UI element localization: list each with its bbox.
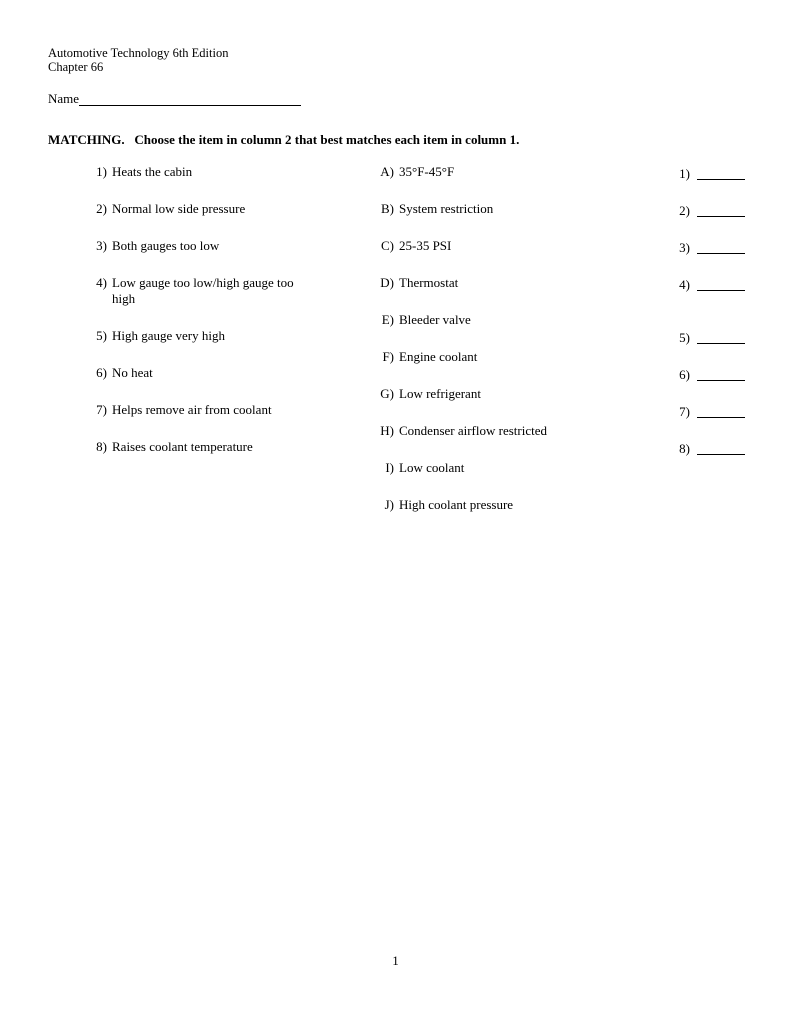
item-letter: G)	[380, 386, 394, 401]
item-text: Thermostat	[399, 275, 459, 290]
answer-number: 7)	[679, 404, 690, 419]
answer-row	[675, 164, 765, 180]
column2-item	[376, 201, 656, 217]
answer-number: 2)	[679, 203, 690, 218]
answer-blank-list	[675, 164, 765, 476]
item-number: 7)	[96, 402, 107, 417]
item-text: Engine coolant	[399, 349, 478, 364]
item-text: High coolant pressure	[399, 497, 514, 512]
answer-row	[675, 402, 765, 418]
column2-list	[376, 164, 656, 534]
answer-number: 6)	[679, 367, 690, 382]
item-text: Condenser airflow restricted	[399, 423, 548, 438]
item-number: 4)	[96, 275, 107, 290]
item-number: 6)	[96, 365, 107, 380]
item-number: 2)	[96, 201, 107, 216]
column1-item	[92, 201, 332, 217]
column2-item	[376, 238, 656, 254]
column1-item	[92, 238, 332, 254]
answer-blank	[697, 277, 745, 291]
answer-number: 1)	[679, 166, 690, 181]
item-text: 35°F-45°F	[399, 164, 455, 179]
answer-blank	[697, 441, 745, 455]
column1-item	[92, 328, 332, 344]
document-header	[48, 46, 228, 74]
answer-row	[675, 275, 765, 291]
item-letter: B)	[381, 201, 394, 216]
page-number: 1	[392, 953, 399, 968]
item-letter: J)	[384, 497, 394, 512]
answer-number: 8)	[679, 441, 690, 456]
answer-blank	[697, 404, 745, 418]
answer-blank	[697, 367, 745, 381]
answer-row	[675, 365, 765, 381]
column1-item	[92, 402, 332, 418]
item-number: 8)	[96, 439, 107, 454]
document-title: Automotive Technology 6th Edition	[48, 46, 229, 60]
answer-blank	[697, 166, 745, 180]
name-row	[48, 88, 301, 107]
column1-item	[92, 365, 332, 381]
item-text: Raises coolant temperature	[112, 439, 253, 454]
item-letter: C)	[381, 238, 394, 253]
answer-row	[675, 328, 765, 344]
item-text: Helps remove air from coolant	[112, 402, 272, 417]
column1-item	[92, 439, 332, 455]
item-text: System restriction	[399, 201, 494, 216]
answer-number: 5)	[679, 330, 690, 345]
item-text: Bleeder valve	[399, 312, 471, 327]
answer-row	[675, 439, 765, 455]
column1-item	[92, 275, 332, 307]
answer-row	[675, 201, 765, 217]
item-text: No heat	[112, 365, 153, 380]
item-letter: A)	[380, 164, 394, 179]
item-text: High gauge very high	[112, 328, 226, 343]
column2-item	[376, 312, 656, 328]
item-text: 25-35 PSI	[399, 238, 452, 253]
answer-blank	[697, 240, 745, 254]
column2-item	[376, 164, 656, 180]
answer-number: 4)	[679, 277, 690, 292]
item-number: 5)	[96, 328, 107, 343]
item-number: 3)	[96, 238, 107, 253]
answer-row	[675, 238, 765, 254]
item-text: Low gauge too low/high gauge too high	[112, 275, 294, 306]
column2-item	[376, 423, 656, 439]
column2-item	[376, 460, 656, 476]
item-letter: H)	[380, 423, 394, 438]
answer-blank	[697, 330, 745, 344]
matching-instructions: MATCHING. Choose the item in column 2 that best matches each item in column 1.	[48, 132, 520, 147]
chapter-label: Chapter 66	[48, 60, 104, 74]
item-letter: E)	[381, 312, 394, 327]
column1-list	[92, 164, 332, 476]
item-letter: D)	[380, 275, 394, 290]
item-text: Low refrigerant	[399, 386, 481, 401]
item-letter: I)	[385, 460, 394, 475]
column2-item	[376, 386, 656, 402]
name-label: Name	[48, 91, 80, 106]
answer-number: 3)	[679, 240, 690, 255]
answer-blank	[697, 203, 745, 217]
item-text: Heats the cabin	[112, 164, 193, 179]
item-number: 1)	[96, 164, 107, 179]
column1-item	[92, 164, 332, 180]
item-letter: F)	[382, 349, 394, 364]
item-text: Both gauges too low	[112, 238, 220, 253]
item-text: Normal low side pressure	[112, 201, 246, 216]
column2-item	[376, 275, 656, 291]
column2-item	[376, 497, 656, 513]
name-blank	[79, 91, 301, 106]
item-text: Low coolant	[399, 460, 465, 475]
column2-item	[376, 349, 656, 365]
